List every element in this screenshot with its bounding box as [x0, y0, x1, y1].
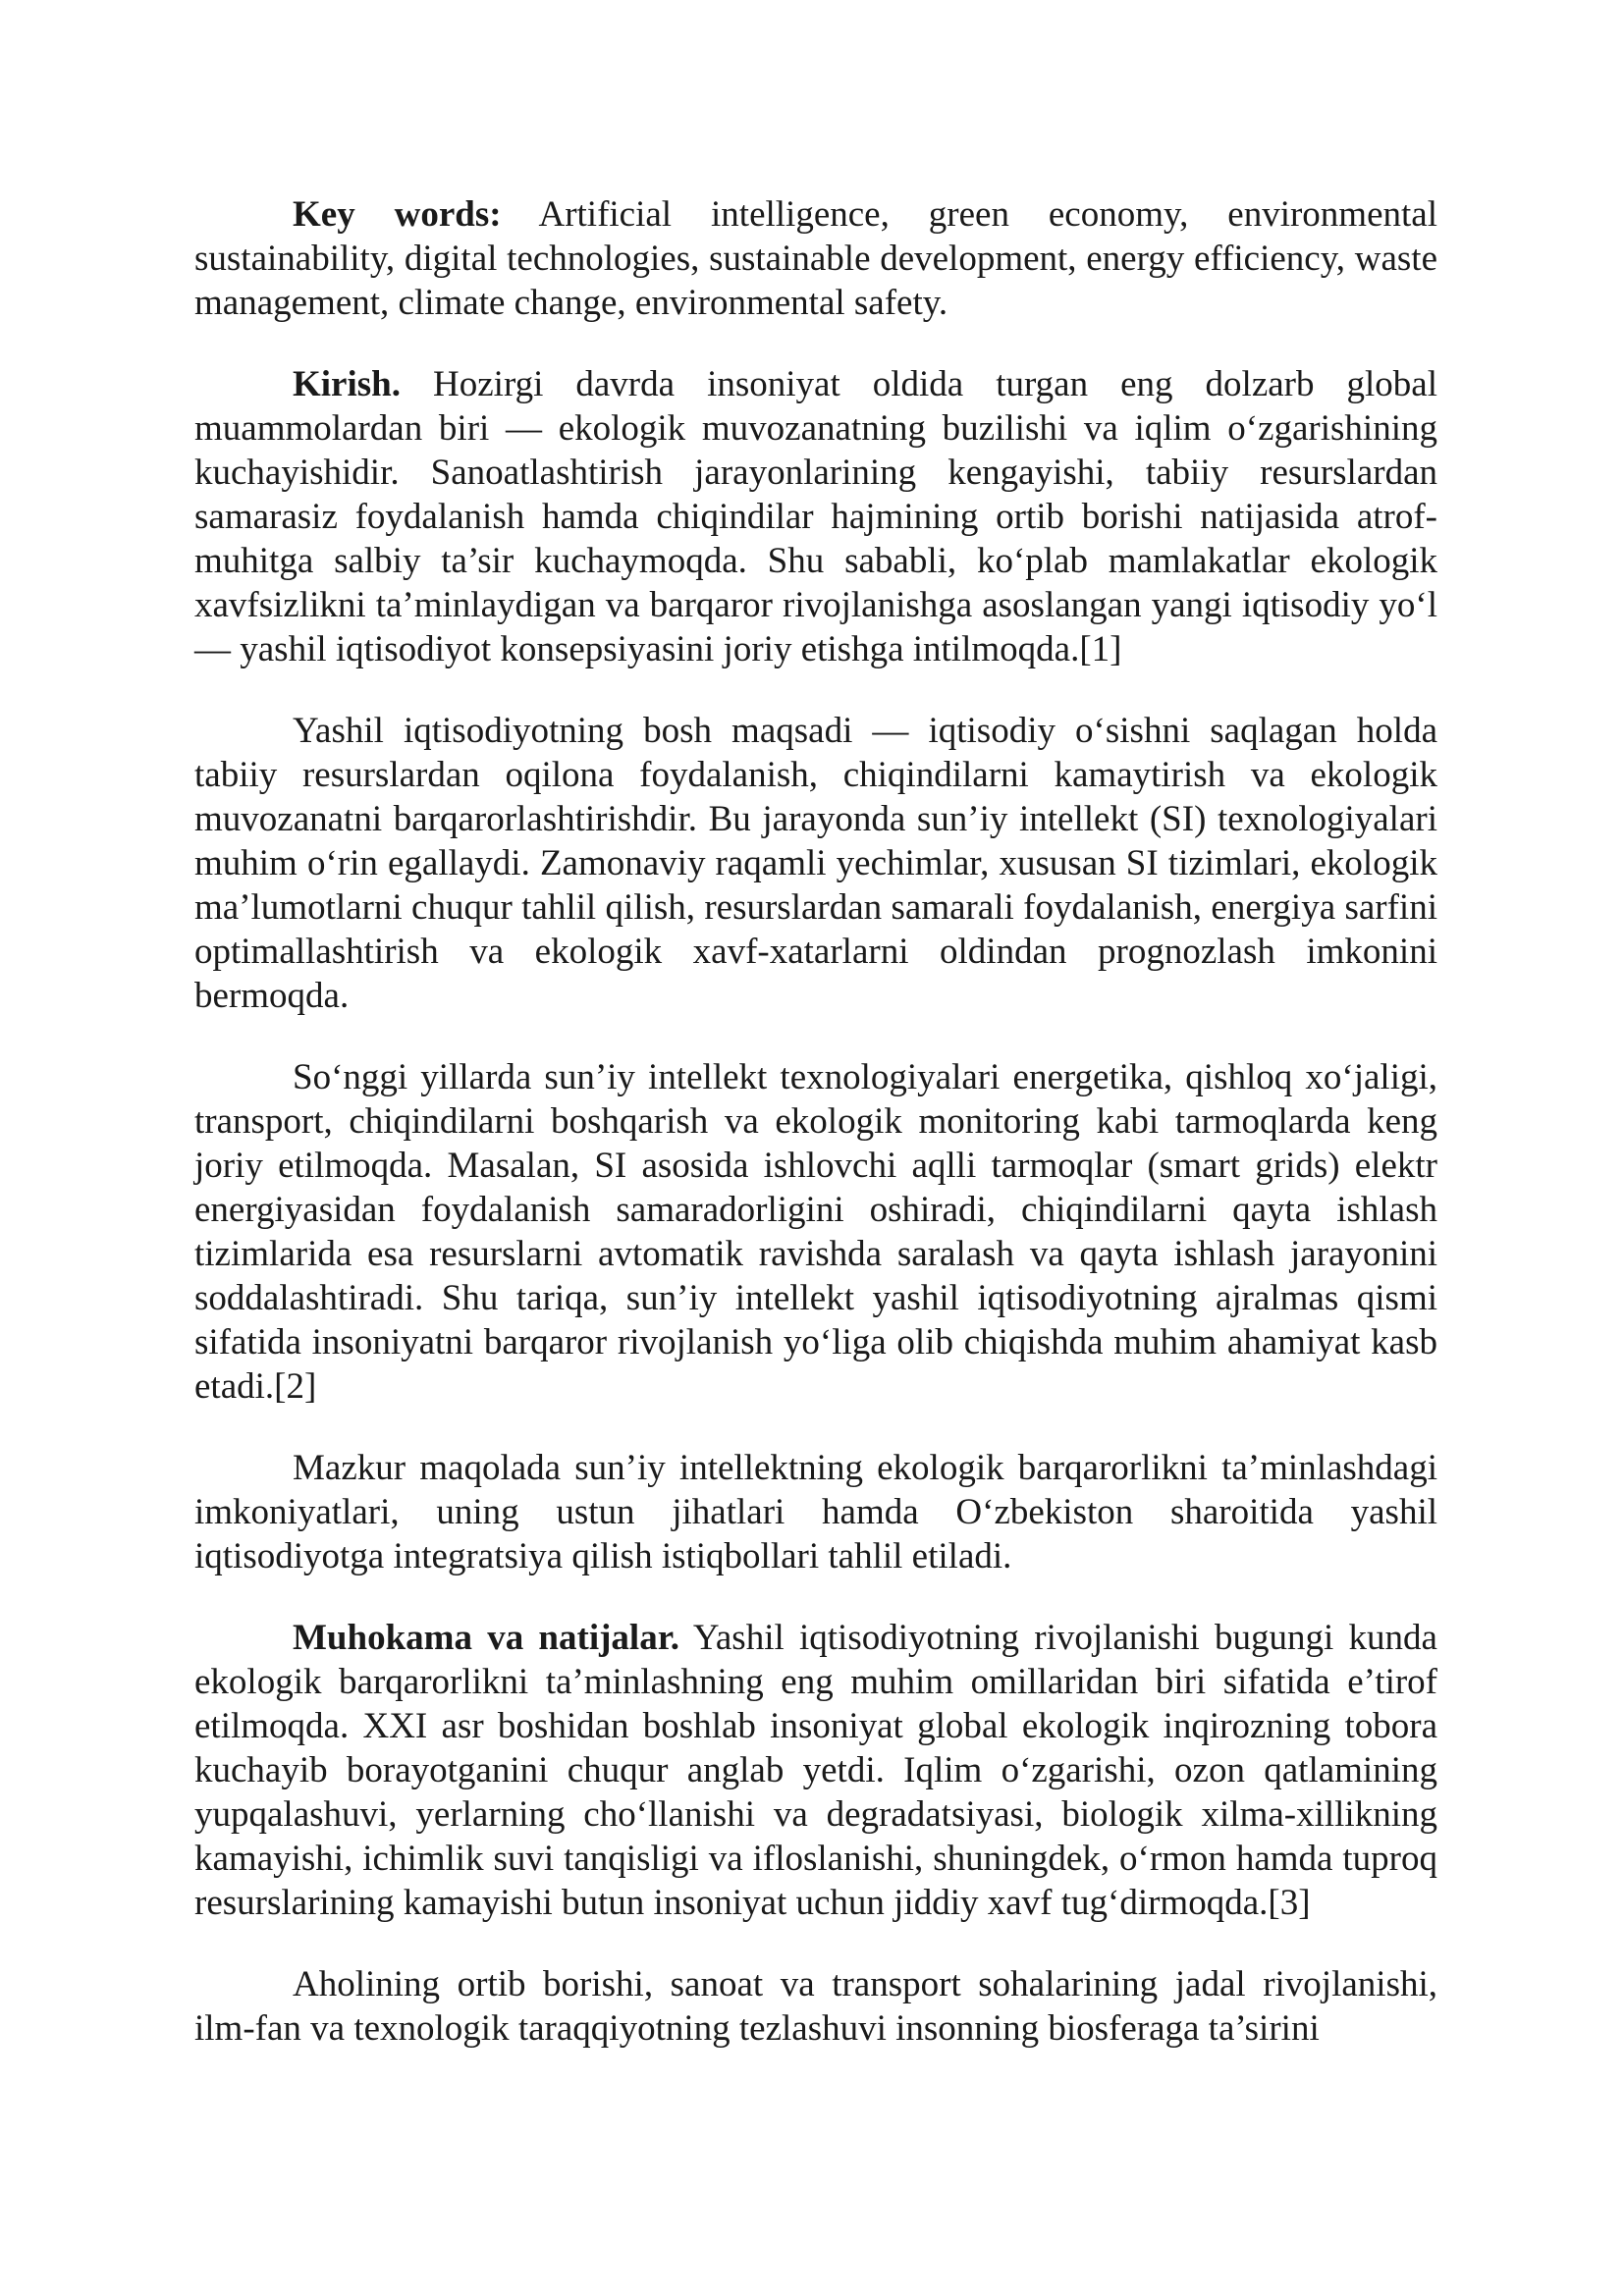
discussion-text: Yashil iqtisodiyotning rivojlanishi bugungi kunda ekologik barqarorlikni ta’minlashning eng muhim omillaridan biri sifatida e’tirof etilmoqda. XXI asr boshidan boshlab insoniyat global ekologik inqirozning tobora kuchayib borayotganini chuqur anglab yetdi. Iqlim o‘zgarishi, ozon qatlamining yupqalashuvi, yerlarning cho‘llanishi va degradatsiyasi, biologik xilma-xillikning kamayishi, ichimlik suvi tanqisligi va ifloslanishi, shuningdek, o‘rmon hamda tuproq resurslarining kamayishi butun insoniyat uchun jiddiy xavf tug‘dirmoqda.[3] — [194, 1618, 1437, 1923]
introduction-text: Hozirgi davrda insoniyat oldida turgan eng dolzarb global muammolardan biri — ekologik muvozanatning buzilishi va iqlim o‘zgarishining kuchayishidir. Sanoatlashtirish jarayonlarining kengayishi, tabiiy resurslardan samarasiz foydalanish hamda chiqindilar hajmining ortib borishi natijasida atrof-muhitga salbiy ta’sir kuchaymoqda. Shu sababli, ko‘plab mamlakatlar ekologik xavfsizlikni ta’minlaydigan va barqaror rivojlanishga asoslangan yangi iqtisodiy yo‘l — yashil iqtisodiyot konsepsiyasini joriy etishga intilmoqda.[1] — [194, 364, 1437, 669]
keywords-paragraph — [194, 192, 1437, 325]
body-paragraph — [194, 1446, 1437, 1578]
body-paragraph — [194, 1055, 1437, 1409]
paragraph-text: Aholining ortib borishi, sanoat va transport sohalarining jadal rivojlanishi, ilm-fan va texnologik taraqqiyotning tezlashuvi insonning biosferaga ta’sirini — [194, 1964, 1437, 2049]
paragraph-text: Mazkur maqolada sun’iy intellektning ekologik barqarorlikni ta’minlashdagi imkoniyatlari, uning ustun jihatlari hamda O‘zbekiston sharoitida yashil iqtisodiyotga integratsiya qilish istiqbollari tahlil etiladi. — [194, 1448, 1437, 1576]
discussion-paragraph — [194, 1616, 1437, 1925]
body-paragraph — [194, 709, 1437, 1018]
keywords-heading: Key words: — [293, 194, 502, 235]
introduction-heading: Kirish. — [293, 364, 401, 404]
body-paragraph — [194, 1962, 1437, 2051]
discussion-heading: Muhokama va natijalar. — [293, 1618, 679, 1658]
keywords-text: Artificial intelligence, green economy, environmental sustainability, digital technologies, sustainable development, energy efficiency, waste management, climate change, environmental safety. — [194, 194, 1437, 323]
paragraph-text: So‘nggi yillarda sun’iy intellekt texnologiyalari energetika, qishloq xo‘jaligi, transport, chiqindilarni boshqarish va ekologik monitoring kabi tarmoqlarda keng joriy etilmoqda. Masalan, SI asosida ishlovchi aqlli tarmoqlar (smart grids) elektr energiyasidan foydalanish samaradorligini oshiradi, chiqindilarni qayta ishlash tizimlarida esa resurslarni avtomatik ravishda saralash va qayta ishlash jarayonini soddalashtiradi. Shu tariqa, sun’iy intellekt yashil iqtisodiyotning ajralmas qismi sifatida insoniyatni barqaror rivojlanish yo‘liga olib chiqishda muhim ahamiyat kasb etadi.[2] — [194, 1057, 1437, 1407]
paragraph-text: Yashil iqtisodiyotning bosh maqsadi — iqtisodiy o‘sishni saqlagan holda tabiiy resurslardan oqilona foydalanish, chiqindilarni kamaytirish va ekologik muvozanatni barqarorlashtirishdir. Bu jarayonda sun’iy intellekt (SI) texnologiyalari muhim o‘rin egallaydi. Zamonaviy raqamli yechimlar, xususan SI tizimlari, ekologik ma’lumotlarni chuqur tahlil qilish, resurslardan samarali foydalanish, energiya sarfini optimallashtirish va ekologik xavf-xatarlarni oldindan prognozlash imkonini bermoqda. — [194, 711, 1437, 1016]
introduction-paragraph — [194, 362, 1437, 671]
document-page — [194, 192, 1437, 2088]
